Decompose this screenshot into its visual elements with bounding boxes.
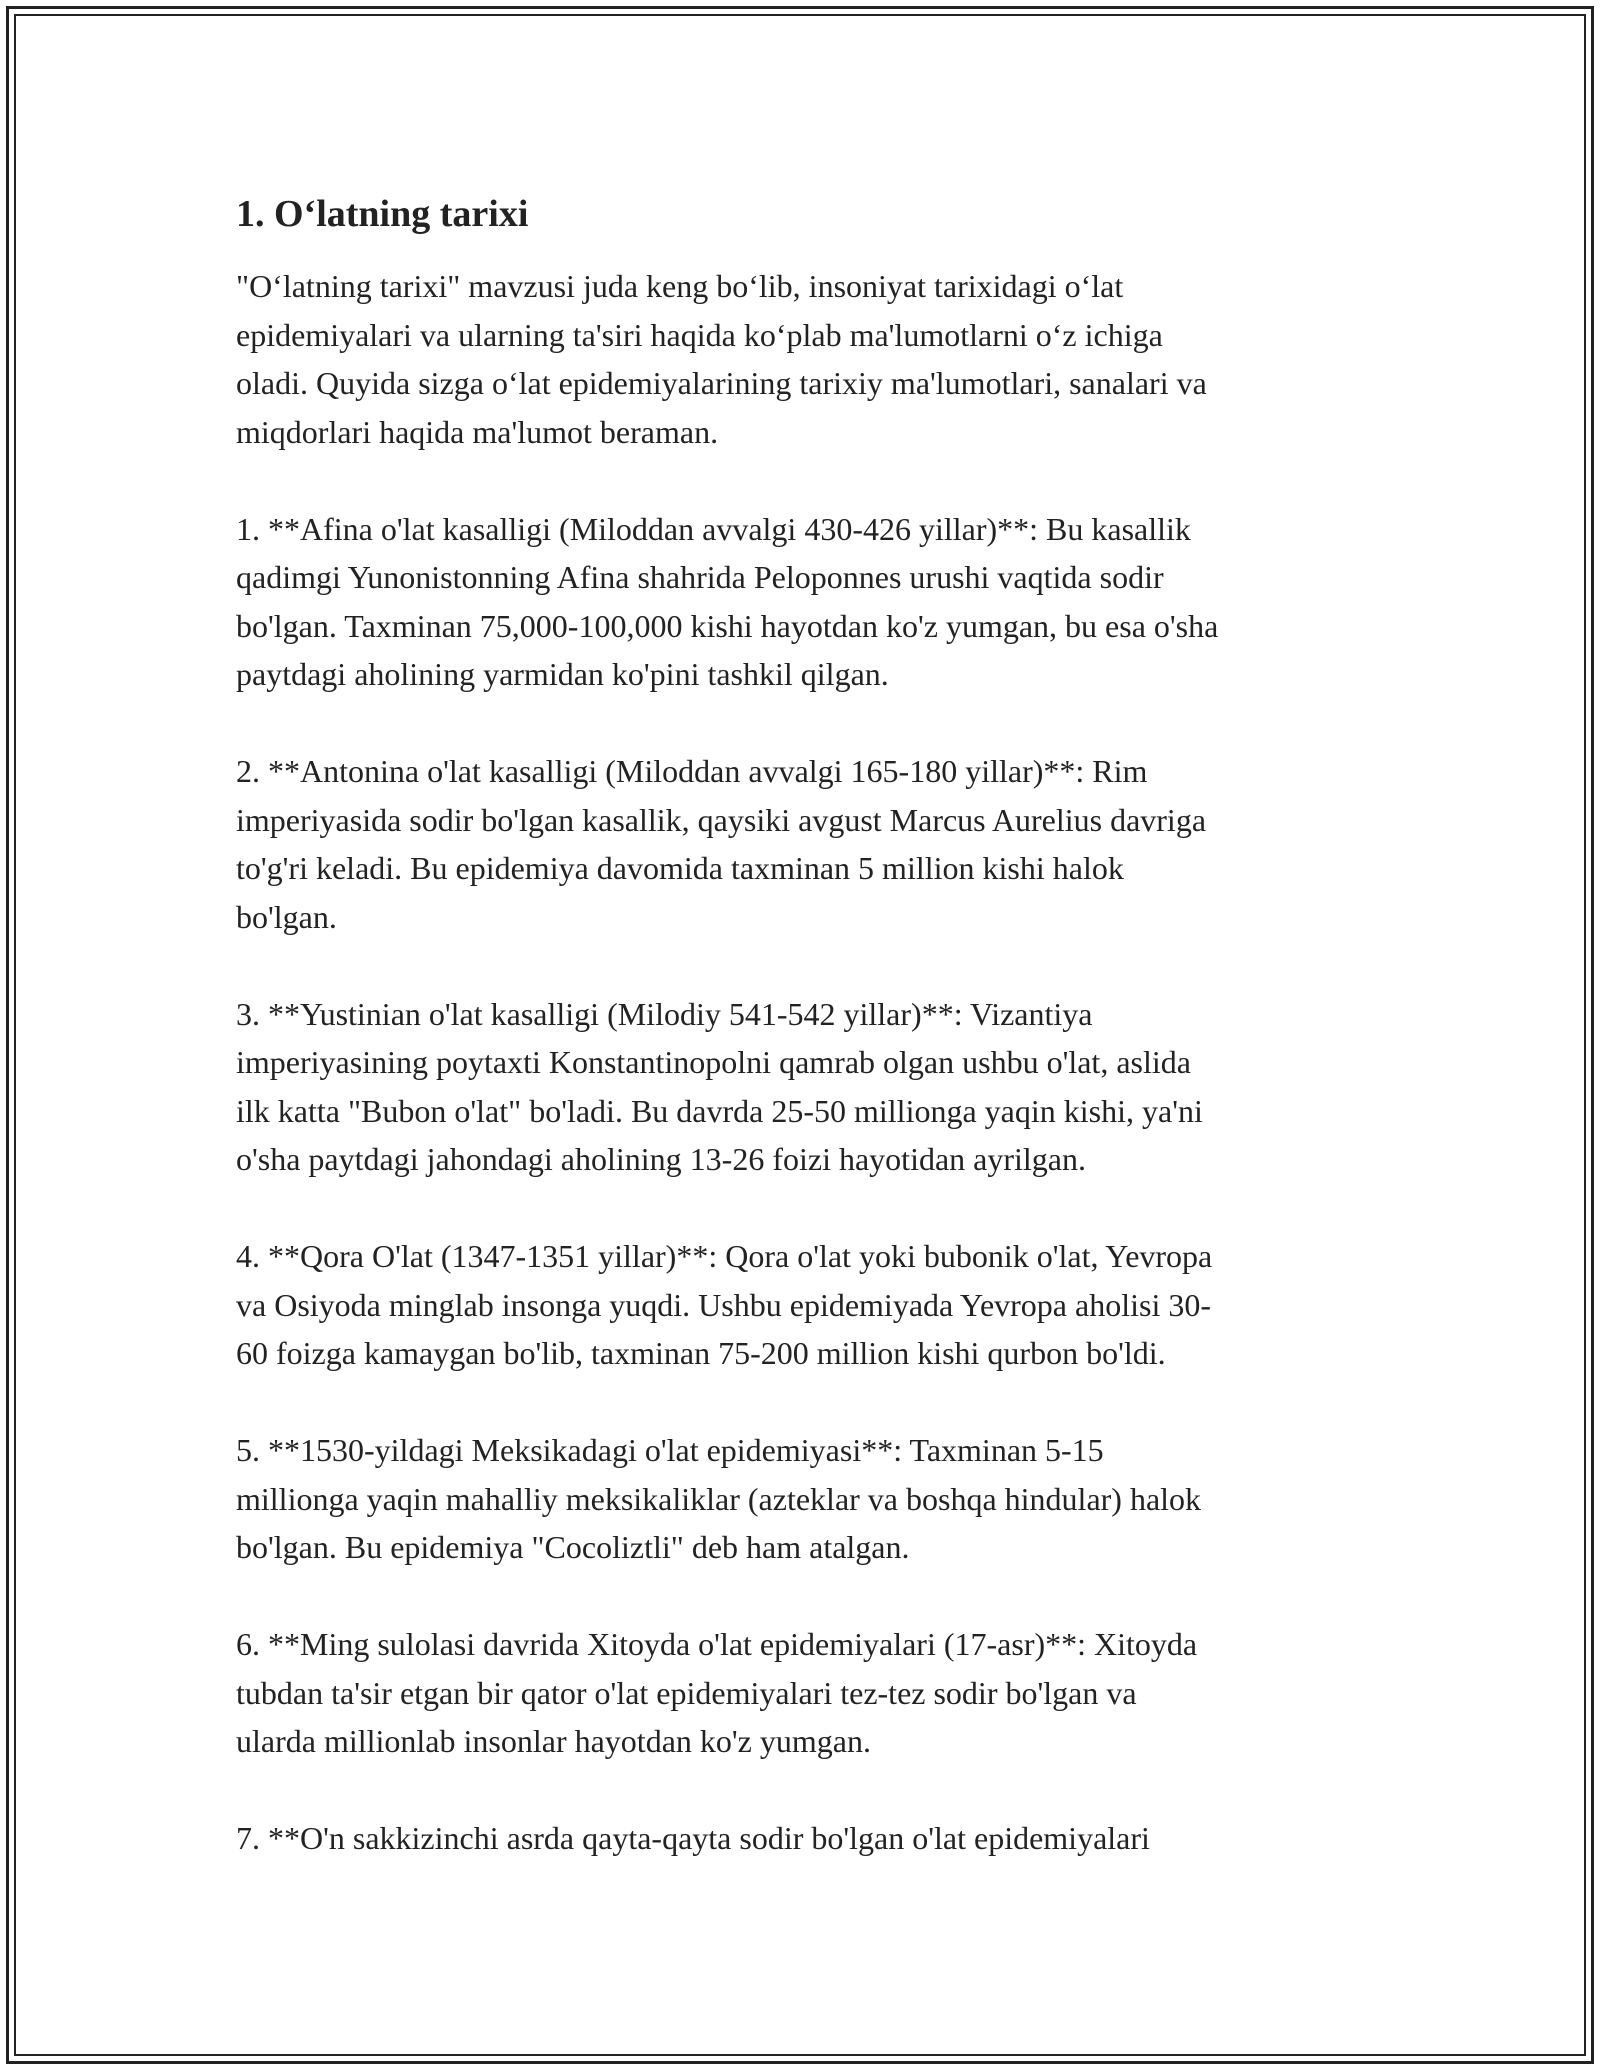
list-item-athens-plague: 1. **Afina o'lat kasalligi (Miloddan avvalgi 430-426 yillar)**: Bu kasallik qadimgi Yunonistonning Afina shahrida Peloponnes urushi vaqtida sodir bo'lgan. Taxminan 75,000-100,000 kishi hayotdan ko'z yumgan, bu esa o'sha paytdagi aholining yarmidan ko'pini tashkil qilgan. <box>236 510 1219 692</box>
document-page <box>236 188 1376 1911</box>
list-item-18th-century-epidemics: 7. **O'n sakkizinchi asrda qayta-qayta sodir bo'lgan o'lat epidemiyalari <box>236 1820 1150 1856</box>
list-item-justinian-plague: 3. **Yustinian o'lat kasalligi (Milodiy 541-542 yillar)**: Vizantiya imperiyasining poytaxti Konstantinopolni qamrab olgan ushbu o'lat, aslida ilk katta "Bubon o'lat" bo'ladi. Bu davrda 25-50 millionga yaqin kishi, ya'ni o'sha paytdagi jahondagi aholining 13-26 foizi hayotidan ayrilgan. <box>236 995 1203 1177</box>
list-item-mexico-epidemic: 5. **1530-yildagi Meksikadagi o'lat epidemiyasi**: Taxminan 5-15 millionga yaqin mahalliy meksikaliklar (azteklar va boshqa hindular) halok bo'lgan. Bu epidemiya "Cocoliztli" deb ham atalgan. <box>236 1432 1202 1565</box>
section-heading: 1. Oʻlatning tarixi <box>236 193 529 235</box>
intro-paragraph: "Oʻlatning tarixi" mavzusi juda keng boʻlib, insoniyat tarixidagi oʻlat epidemiyalari va ularning ta'siri haqida koʻplab ma'lumotlarni oʻz ichiga oladi. Quyida sizga oʻlat epidemiyalarining tarixiy ma'lumotlari, sanalari va miqdorlari haqida ma'lumot beraman. <box>236 268 1207 450</box>
list-item-ming-china-epidemics: 6. **Ming sulolasi davrida Xitoyda o'lat epidemiyalari (17-asr)**: Xitoyda tubdan ta'sir etgan bir qator o'lat epidemiyalari tez-tez sodir bo'lgan va ularda millionlab insonlar hayotdan ko'z yumgan. <box>236 1626 1198 1759</box>
list-item-black-death: 4. **Qora O'lat (1347-1351 yillar)**: Qora o'lat yoki bubonik o'lat, Yevropa va Osiyoda minglab insonga yuqdi. Ushbu epidemiyada Yevropa aholisi 30- 60 foizga kamaygan bo'lib, taxminan 75-200 million kishi qurbon bo'ldi. <box>236 1238 1213 1371</box>
list-item-antonine-plague: 2. **Antonina o'lat kasalligi (Miloddan avvalgi 165-180 yillar)**: Rim imperiyasida sodir bo'lgan kasallik, qaysiki avgust Marcus Aurelius davriga to'g'ri keladi. Bu epidemiya davomida taxminan 5 million kishi halok bo'lgan. <box>236 753 1207 935</box>
